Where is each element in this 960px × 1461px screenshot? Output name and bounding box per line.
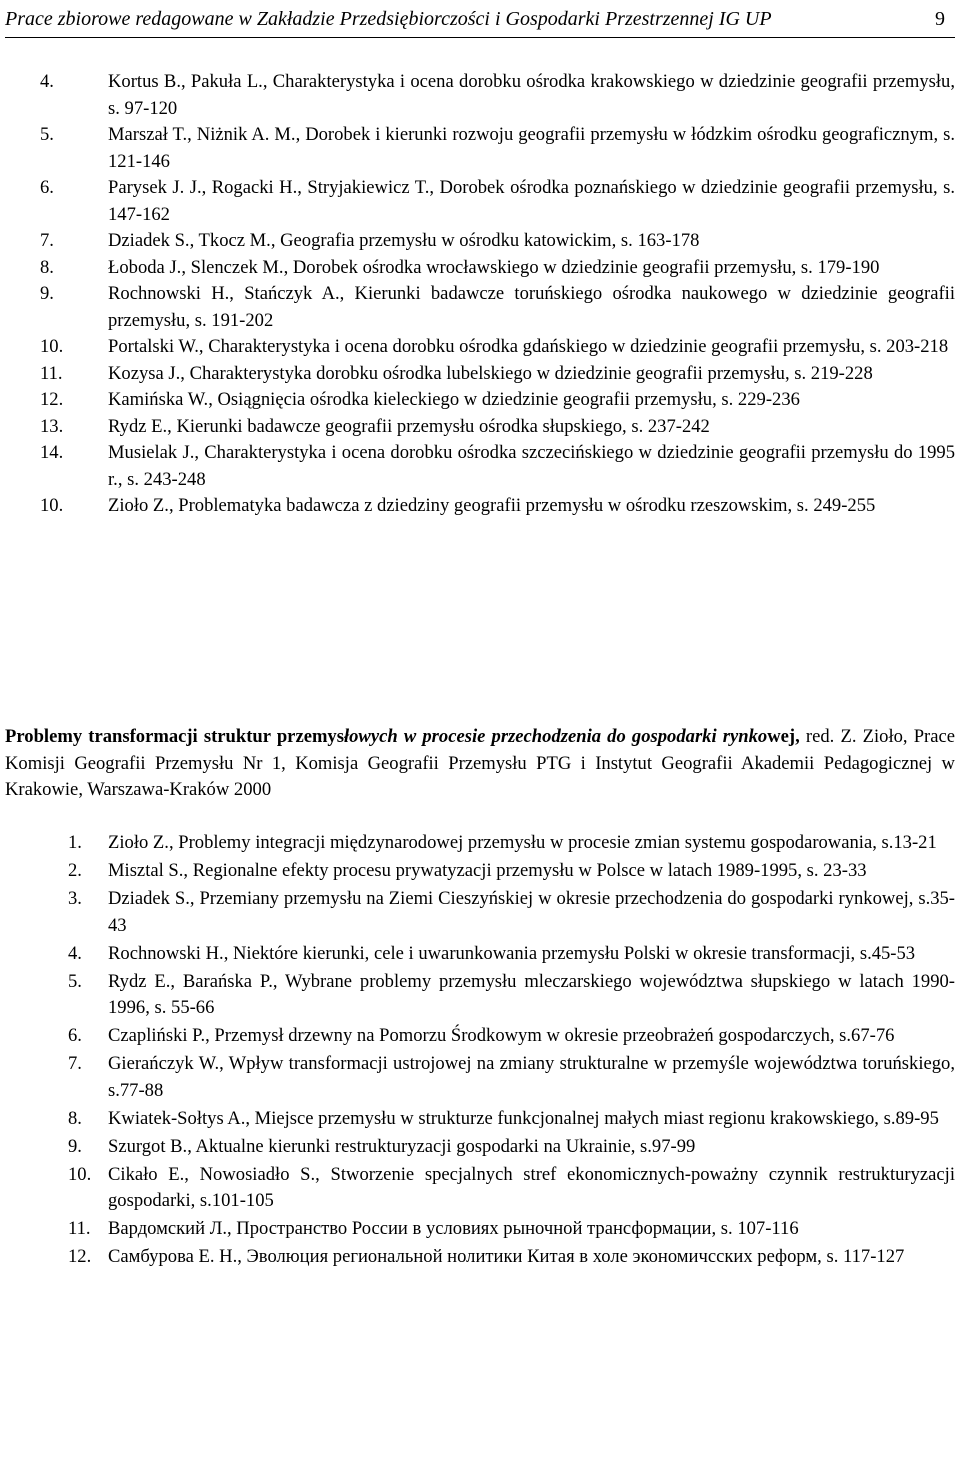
publication-heading — [5, 724, 955, 804]
publication-editor: red. Z. Zioło — [799, 726, 903, 747]
list-item-number: 13. — [40, 415, 64, 437]
list-item — [40, 493, 955, 520]
list-item-text: Самбурова Е. Н., Эволюция региональной нолитики Китая в холе экономичсских реформ, s. 117-127 — [108, 1246, 905, 1267]
header-title: Prace zbiorowe redagowane w Zakładzie Przedsiębiorczości i Gospodarki Przestrzennej IG UP — [5, 8, 772, 30]
list-item-number: 7. — [68, 1053, 82, 1074]
list-item — [68, 969, 955, 1022]
list-item-number: 4. — [40, 71, 54, 92]
list-item-text: Cikało E., Nowosiadło S., Stworzenie specjalnych stref ekonomicznych-poważny czynnik restrukturyzacji gospodarki, s.101-105 — [108, 1163, 955, 1211]
list-item-number: 8. — [68, 1107, 82, 1129]
list-item — [40, 228, 955, 255]
publication-title-bold: Problemy transformacji struktur przemys — [5, 726, 344, 747]
list-item — [40, 122, 955, 175]
list-item-text: Rochnowski H., Stańczyk A., Kierunki badawcze toruńskiego ośrodka naukowego w dziedzinie geografii przemysłu, s. 191-202 — [108, 283, 955, 331]
list-item — [40, 387, 955, 414]
list-item — [68, 1134, 955, 1161]
list-item-text: Łoboda J., Slenczek M., Dorobek ośrodka wrocławskiego w dziedzinie geografii przemysłu, s. 179-190 — [108, 256, 880, 278]
list-item-text: Musielak J., Charakterystyka i ocena dorobku ośrodka szczecińskiego w dziedzinie geografii przemysłu do 1995 r., s. 243-248 — [108, 442, 955, 490]
list-item-text: Zioło Z., Problemy integracji międzynarodowej przemysłu w procesie zmian systemu gospodarowania, s.13-21 — [108, 832, 937, 853]
list-item-number: 5. — [68, 970, 82, 992]
list-item-text: Czapliński P., Przemysł drzewny na Pomorzu Środkowym w okresie przeobrażeń gospodarczych, s.67-76 — [108, 1025, 895, 1046]
list-item-text: Rydz E., Kierunki badawcze geografii przemysłu ośrodka słupskiego, s. 237-242 — [108, 415, 710, 437]
list-item-text: Rydz E., Barańska P., Wybrane problemy przemysłu mleczarskiego województwa słupskiego w latach 1990-1996, s. 55-66 — [108, 970, 955, 1018]
list-item — [68, 1162, 955, 1215]
publication-title-end: wej, — [767, 726, 800, 747]
list-item-text: Misztal S., Regionalne efekty procesu prywatyzacji przemysłu w Polsce w latach 1989-1995, s. 23-33 — [108, 860, 867, 881]
list-item — [68, 858, 955, 885]
list-item — [68, 941, 955, 968]
contents-list — [68, 830, 955, 1272]
list-item-number: 10. — [68, 1163, 92, 1185]
list-item-text: Zioło Z., Problematyka badawcza z dziedziny geografii przemysłu w ośrodku rzeszowskim, s. 249-255 — [108, 495, 876, 516]
list-item-number: 12. — [40, 389, 64, 410]
list-item-text: Parysek J. J., Rogacki H., Stryjakiewicz T., Dorobek ośrodka poznańskiego w dziedzinie geografii przemysłu, s. 147-162 — [108, 177, 955, 225]
list-item-text: Kortus B., Pakuła L., Charakterystyka i ocena dorobku ośrodka krakowskiego w dziedzinie geografii przemysłu, s. 97-120 — [108, 71, 955, 119]
list-item-text: Kwiatek-Sołtys A., Miejsce przemysłu w strukturze funkcjonalnej małych miast regionu krakowskiego, s.89-95 — [108, 1107, 939, 1129]
list-item-number: 2. — [68, 860, 82, 881]
list-item — [68, 1051, 955, 1104]
list-item-number: 10. — [40, 495, 64, 516]
list-item-number: 10. — [40, 336, 64, 357]
running-header — [5, 5, 955, 35]
list-item — [40, 281, 955, 334]
list-item-text: Kamińska W., Osiągnięcia ośrodka kieleckiego w dziedzinie geografii przemysłu, s. 229-236 — [108, 389, 800, 410]
list-item — [40, 414, 955, 441]
page-number: 9 — [935, 8, 945, 30]
publication-details: , Prace Komisji Geografii Przemysłu Nr 1, Komisja Geografii Przemysłu PTG i Instytut Geografii Akademii Pedagogicznej w Krakowie, Warszawa-Kraków 2000 — [5, 726, 955, 800]
list-item-text: Rochnowski H., Niektóre kierunki, cele i uwarunkowania przemysłu Polski w okresie transformacji, s.45-53 — [108, 942, 916, 964]
list-item — [68, 886, 955, 939]
list-item — [68, 830, 955, 857]
list-item-number: 4. — [68, 942, 82, 964]
list-item — [68, 1023, 955, 1050]
list-item-text: Dziadek S., Przemiany przemysłu na Ziemi Cieszyńskiej w okresie przechodzenia do gospodarki rynkowej, s.35-43 — [108, 888, 955, 936]
header-rule — [5, 37, 955, 38]
list-item — [68, 1106, 955, 1133]
list-item-number: 9. — [68, 1135, 82, 1157]
list-item-number: 11. — [40, 362, 63, 384]
publication-title-bold-italic: łowych w procesie przechodzenia do gospodarki rynko — [343, 726, 768, 747]
list-item — [40, 175, 955, 228]
list-item — [40, 69, 955, 122]
list-item — [40, 255, 955, 282]
list-item-text: Portalski W., Charakterystyka i ocena dorobku ośrodka gdańskiego w dziedzinie geografii przemysłu, s. 203-218 — [108, 336, 949, 357]
list-item-number: 7. — [40, 230, 54, 251]
list-item-text: Вардомский Л., Пространство России в условиях рыночной трансформации, s. 107-116 — [108, 1218, 799, 1239]
list-item-number: 11. — [68, 1218, 91, 1239]
list-item-number: 8. — [40, 256, 54, 278]
list-item — [68, 1244, 955, 1271]
list-item-number: 1. — [68, 832, 82, 853]
list-item-number: 6. — [68, 1025, 82, 1046]
list-item — [40, 440, 955, 493]
list-item-text: Marszał T., Niżnik A. M., Dorobek i kierunki rozwoju geografii przemysłu w łódzkim ośrodku geograficznym, s. 121-146 — [108, 124, 955, 172]
list-item-text: Kozysa J., Charakterystyka dorobku ośrodka lubelskiego w dziedzinie geografii przemysłu, s. 219-228 — [108, 362, 873, 384]
list-item-text: Gierańczyk W., Wpływ transformacji ustrojowej na zmiany strukturalne w przemyśle województwa toruńskiego, s.77-88 — [108, 1053, 955, 1101]
list-item-number: 5. — [40, 124, 54, 145]
list-item-number: 12. — [68, 1246, 92, 1267]
list-item-number: 14. — [40, 442, 64, 463]
list-item-number: 6. — [40, 177, 54, 198]
list-item — [68, 1216, 955, 1243]
list-item-number: 9. — [40, 283, 54, 304]
list-item-number: 3. — [68, 888, 82, 909]
list-item-text: Szurgot B., Aktualne kierunki restrukturyzacji gospodarki na Ukrainie, s.97-99 — [108, 1135, 696, 1157]
list-item — [40, 334, 955, 361]
list-item-text: Dziadek S., Tkocz M., Geografia przemysłu w ośrodku katowickim, s. 163-178 — [108, 230, 700, 251]
contents-list-continued — [40, 69, 955, 520]
list-item — [40, 361, 955, 388]
